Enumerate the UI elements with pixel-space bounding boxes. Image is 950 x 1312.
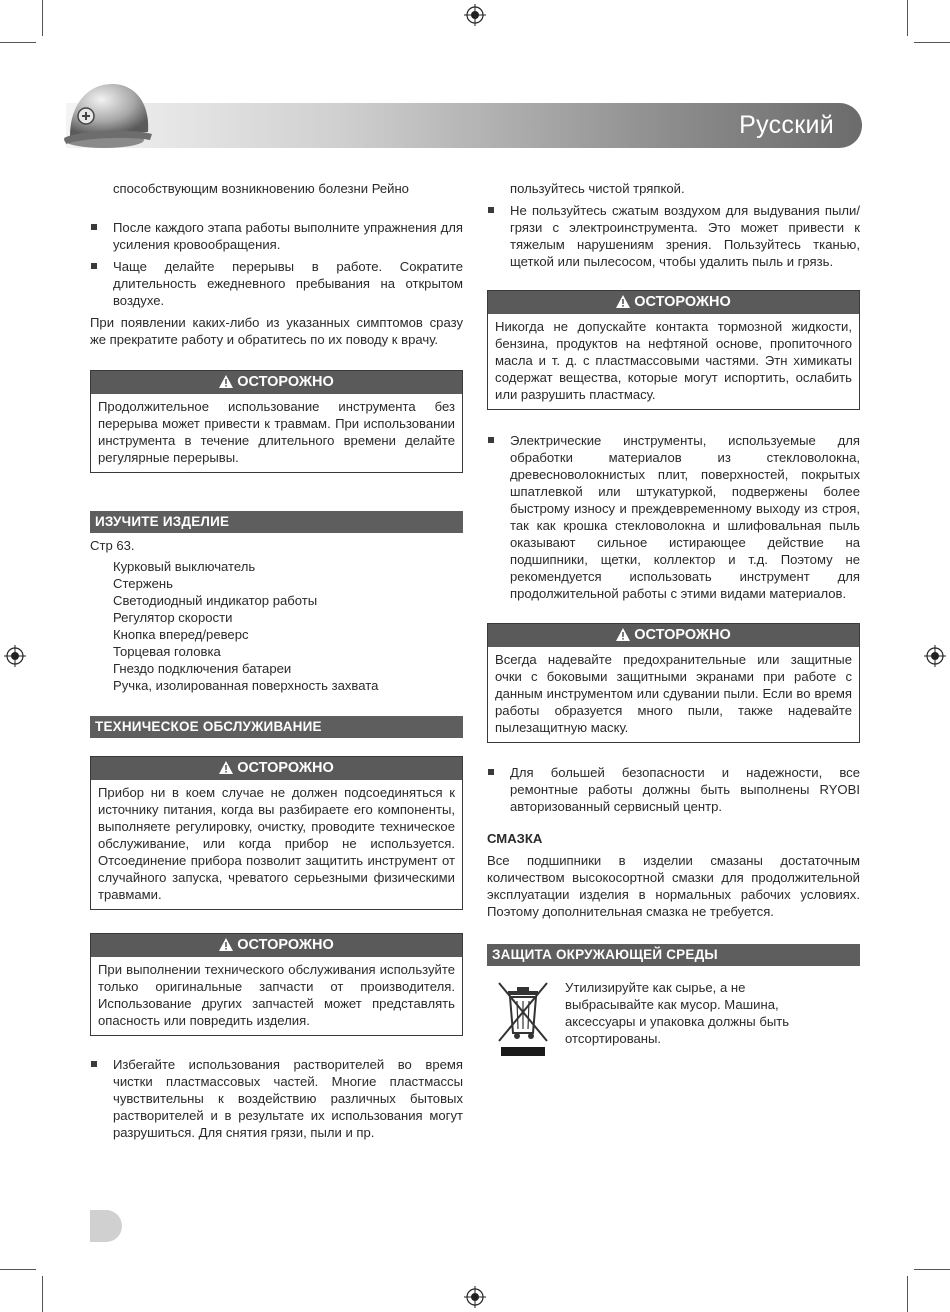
warning-text: Продолжительное использование инструмента без перерыва может привести к травмам. При использовании инструмента в течение длительного времени делайте регулярные перерывы. bbox=[98, 399, 455, 465]
warning-header: ОСТОРОЖНО bbox=[91, 934, 462, 957]
symptoms-paragraph: При появлении каких-либо из указанных симптомов сразу же прекратите работу и обратитесь по их поводу к врачу. bbox=[90, 315, 463, 347]
warning-triangle-icon bbox=[616, 628, 630, 641]
warning-text: Никогда не допускайте контакта тормозной жидкости, бензина, продуктов на нефтяной основе, пропиточного масла и т. д. с пластмассовыми частями. Этн химикаты содержат вещества, которые могут испортить, ослабить или разрушить пластмасу. bbox=[495, 319, 852, 402]
list-item: Торцевая головка bbox=[113, 644, 221, 659]
list-item: Стержень bbox=[113, 576, 173, 591]
page-number-tab bbox=[90, 1210, 122, 1242]
registration-mark-icon bbox=[924, 645, 946, 667]
environment-block bbox=[487, 975, 860, 1057]
list-item: Чаще делайте перерывы в работе. Сократите длительность ежедневного пребывания на открытом воздухе. bbox=[90, 258, 463, 309]
list-item: Курковый выключатель bbox=[113, 559, 256, 574]
crossed-out-bin-icon bbox=[495, 981, 551, 1057]
list-item: Регулятор скорости bbox=[113, 610, 233, 625]
section-title-maintenance: ТЕХНИЧЕСКОЕ ОБСЛУЖИВАНИЕ bbox=[90, 716, 463, 738]
lubrication-text: Все подшипники в изделии смазаны достаточным количеством высокосортной смазки для продолжительной эксплуатации изделия в нормальных рабочих условиях. Поэтому дополнительная смазка не требуется. bbox=[487, 853, 860, 919]
crop-mark bbox=[0, 42, 36, 43]
list-item: Светодиодный индикатор работы bbox=[113, 593, 318, 608]
registration-mark-icon bbox=[464, 1286, 486, 1308]
warning-header: ОСТОРОЖНО bbox=[488, 291, 859, 314]
warning-header: ОСТОРОЖНО bbox=[91, 757, 462, 780]
list-item: Не пользуйтесь сжатым воздухом для выдувания пыли/грязи с электроинструмента. Это может привести к тяжелым нарушениям зрения. Пользуйтесь тканью, щеткой или пылесосом, чтобы удалить пыль и грязь. bbox=[487, 202, 860, 270]
crop-mark bbox=[914, 1269, 950, 1270]
warning-box bbox=[90, 370, 463, 473]
list-item: Ручка, изолированная поверхность захвата bbox=[113, 678, 379, 693]
list-item: Избегайте использования растворителей во время чистки пластмассовых частей. Многие пластмассы чувствительны к воздействию различных бытовых растворителей и в результате их использования могут разрушиться. Для снятия грязи, пыли и пр. bbox=[90, 1056, 463, 1141]
warning-triangle-icon bbox=[219, 761, 233, 774]
left-column bbox=[90, 180, 463, 1141]
crop-mark bbox=[907, 0, 908, 36]
list-item: Гнездо подключения батареи bbox=[113, 661, 292, 676]
crop-mark bbox=[42, 0, 43, 36]
product-parts-list bbox=[90, 558, 463, 694]
right-column bbox=[487, 180, 860, 1057]
crop-mark bbox=[914, 42, 950, 43]
language-banner bbox=[66, 103, 862, 148]
crop-mark bbox=[42, 1276, 43, 1312]
warning-header: ОСТОРОЖНО bbox=[488, 624, 859, 647]
warning-header: ОСТОРОЖНО bbox=[91, 371, 462, 394]
crop-mark bbox=[0, 1269, 36, 1270]
safety-helmet-icon bbox=[60, 74, 156, 152]
intro-continuation: способствующим возникновению болезни Рейно bbox=[113, 181, 409, 196]
warning-box bbox=[90, 756, 463, 910]
crop-mark bbox=[907, 1276, 908, 1312]
section-title-product: ИЗУЧИТЕ ИЗДЕЛИЕ bbox=[90, 511, 463, 533]
warning-box bbox=[487, 290, 860, 410]
warning-triangle-icon bbox=[616, 295, 630, 308]
warning-text: При выполнении технического обслуживания используйте только оригинальные запчасти от производителя. Использование других запчастей может представлять опасность или повредить изделия. bbox=[98, 962, 455, 1028]
warning-box bbox=[90, 933, 463, 1036]
registration-mark-icon bbox=[4, 645, 26, 667]
warning-text: Прибор ни в коем случае не должен подсоединяться к источнику питания, когда вы разбираете его компоненты, выполняете регулировку, очистку, проводите техническое обслуживание, или когда прибор не используется. Отсоединение прибора позволит защитить инструмент от случайного запуска, чреватого серьезными физическими травмами. bbox=[98, 785, 455, 902]
list-item: Кнопка вперед/реверс bbox=[113, 627, 249, 642]
language-title: Русский bbox=[739, 111, 834, 139]
environment-text: Утилизируйте как сырье, а не выбрасывайте как мусор. Машина, аксессуары и упаковка должны быть отсортированы. bbox=[565, 980, 790, 1046]
warning-text: Всегда надевайте предохранительные или защитные очки с боковыми защитными экранами при работе с данным инструментом или сдувании пыли. Если во время работы образуется много пыли, также надевайте пылезащитную маску. bbox=[495, 652, 852, 735]
warning-box bbox=[487, 623, 860, 743]
list-item: Электрические инструменты, используемые для обработки материалов из стекловолокна, древесноволокнистых плит, поверхностей, покрытых шпатлевкой или штукатуркой, подвержены более быстрому износу и преждевременному выходу из строя, так как крошка стекловолокна и шлифовальная пыль оказывают сильное истирающее действие на подшипники, щетки, коллектор и т.д. Поэтому не рекомендуется использовать инструмент для продолжительной работы с этими видами материалов. bbox=[487, 432, 860, 602]
lubrication-heading: СМАЗКА bbox=[487, 831, 543, 846]
warning-triangle-icon bbox=[219, 938, 233, 951]
list-item: Для большей безопасности и надежности, все ремонтные работы должны быть выполнены RYOBI авторизованный сервисный центр. bbox=[487, 764, 860, 815]
list-item: После каждого этапа работы выполните упражнения для усиления кровообращения. bbox=[90, 219, 463, 253]
registration-mark-icon bbox=[464, 4, 486, 26]
warning-triangle-icon bbox=[219, 375, 233, 388]
section-title-environment: ЗАЩИТА ОКРУЖАЮЩЕЙ СРЕДЫ bbox=[487, 944, 860, 966]
page-reference: Стр 63. bbox=[90, 538, 135, 553]
solvents-continuation: пользуйтесь чистой тряпкой. bbox=[510, 181, 685, 196]
